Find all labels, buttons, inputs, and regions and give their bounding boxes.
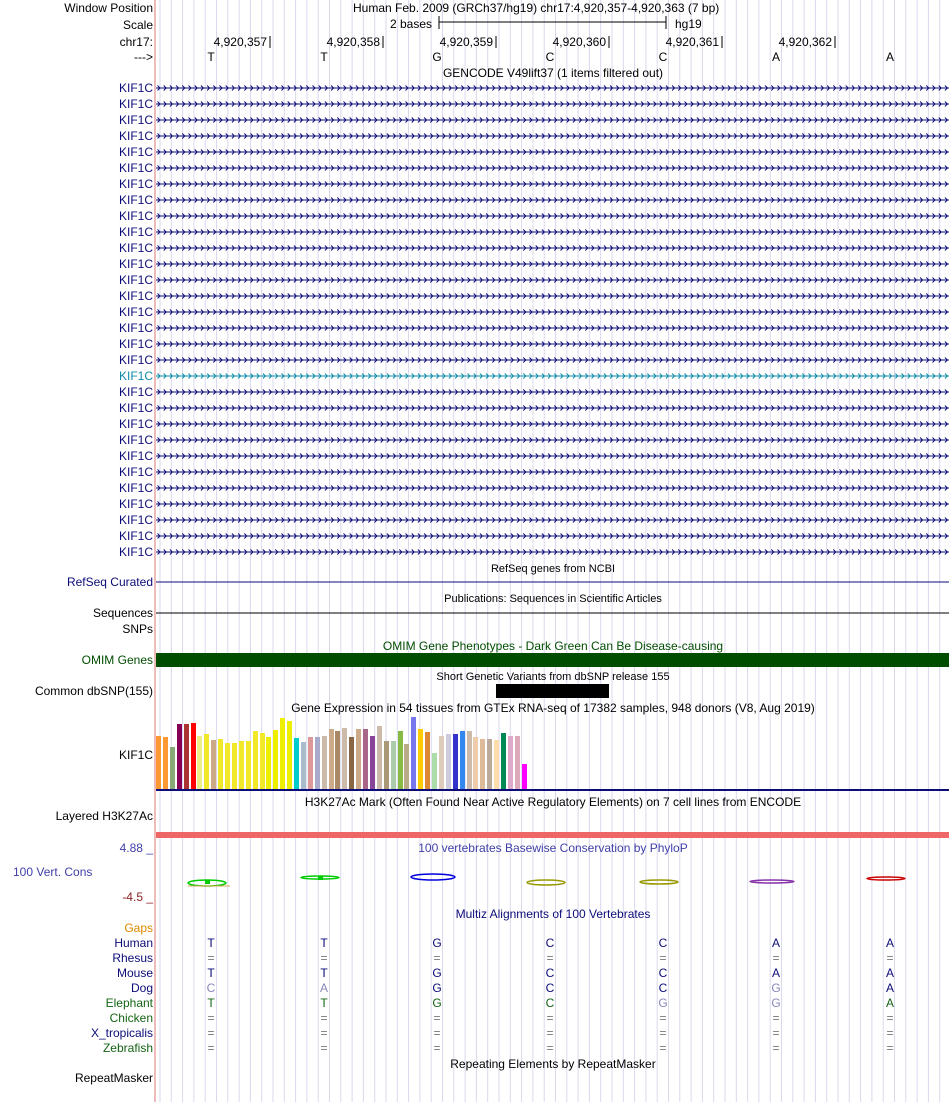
gtex-tissue-bar[interactable]: [480, 739, 485, 789]
multiz-base: T: [207, 936, 215, 950]
publications-track-label[interactable]: Sequences: [92, 606, 153, 620]
cons-logo-glyph: [411, 874, 455, 880]
multiz-base: C: [206, 981, 216, 995]
gtex-tissue-bar[interactable]: [177, 724, 182, 789]
multiz-base: A: [885, 936, 894, 950]
gencode-gene-label[interactable]: KIF1C: [118, 241, 153, 255]
multiz-base: G: [658, 996, 668, 1010]
multiz-base: =: [207, 1026, 215, 1040]
gtex-tissue-bar[interactable]: [239, 741, 244, 789]
cons-track-title[interactable]: 100 vertebrates Basewise Conservation by PhyloP: [418, 841, 688, 855]
gtex-tissue-bar[interactable]: [156, 736, 161, 789]
gtex-tissue-bar[interactable]: [301, 742, 306, 789]
multiz-base: =: [546, 951, 554, 965]
gencode-gene-label[interactable]: KIF1C: [118, 225, 153, 239]
gtex-tissue-bar[interactable]: [418, 729, 423, 789]
multiz-base: C: [545, 966, 555, 980]
gencode-gene-label[interactable]: KIF1C: [118, 529, 153, 543]
multiz-base: G: [432, 981, 442, 995]
position-tick-label: 4,920,361: [665, 35, 719, 49]
multiz-base: A: [771, 936, 780, 950]
gencode-gene-label[interactable]: KIF1C: [118, 449, 153, 463]
gtex-tissue-bar[interactable]: [363, 729, 368, 789]
gtex-tissue-bar[interactable]: [460, 731, 465, 789]
reference-base: C: [545, 50, 555, 64]
gencode-gene-label[interactable]: KIF1C: [118, 209, 153, 223]
multiz-base: A: [885, 981, 894, 995]
h3k27ac-signal: [156, 832, 949, 838]
gencode-gene-label[interactable]: KIF1C: [118, 337, 153, 351]
gtex-tissue-bar[interactable]: [342, 728, 347, 789]
gtex-tissue-bar[interactable]: [508, 736, 513, 789]
gtex-tissue-bar[interactable]: [163, 737, 168, 789]
multiz-base: =: [659, 1011, 667, 1025]
gtex-tissue-bar[interactable]: [315, 737, 320, 789]
gtex-tissue-bar[interactable]: [453, 734, 458, 789]
multiz-base: G: [771, 996, 781, 1010]
gtex-tissue-bar[interactable]: [404, 744, 409, 789]
gencode-gene-label[interactable]: KIF1C: [118, 161, 153, 175]
window-position-label: Window Position: [64, 1, 153, 15]
gencode-gene-label[interactable]: KIF1C: [118, 177, 153, 191]
multiz-base: =: [772, 1026, 780, 1040]
gencode-gene-label[interactable]: KIF1C: [118, 545, 153, 559]
multiz-base: =: [659, 1026, 667, 1040]
gencode-gene-label[interactable]: KIF1C: [118, 497, 153, 511]
multiz-base: C: [545, 981, 555, 995]
repeatmasker-track-title[interactable]: Repeating Elements by RepeatMasker: [450, 1057, 656, 1071]
multiz-base: T: [320, 936, 328, 950]
reference-base: A: [771, 50, 780, 64]
cons-logo-glyph: [750, 880, 794, 883]
multiz-base: C: [658, 981, 668, 995]
dbsnp-variant-block: [496, 684, 609, 698]
multiz-species-label[interactable]: Rhesus: [112, 951, 153, 965]
reference-base: A: [885, 50, 894, 64]
gtex-tissue-bar[interactable]: [356, 729, 361, 789]
reference-base: G: [432, 50, 442, 64]
gencode-gene-label[interactable]: KIF1C: [118, 193, 153, 207]
refseq-track-label[interactable]: RefSeq Curated: [66, 575, 153, 589]
multiz-base: =: [320, 951, 328, 965]
gtex-tissue-bar[interactable]: [273, 730, 278, 789]
multiz-base: =: [546, 1041, 554, 1055]
multiz-base: T: [207, 996, 215, 1010]
multiz-species-label[interactable]: Chicken: [109, 1011, 153, 1025]
gtex-tissue-bar[interactable]: [522, 764, 527, 789]
gtex-tissue-bar[interactable]: [246, 741, 251, 789]
scale-label: Scale: [122, 18, 153, 32]
dbsnp-track-label[interactable]: Common dbSNP(155): [34, 684, 153, 698]
gtex-tissue-bar[interactable]: [467, 731, 472, 789]
multiz-base: =: [659, 951, 667, 965]
scale-bases: 2 bases: [390, 17, 433, 31]
gtex-tissue-bar[interactable]: [197, 736, 202, 789]
multiz-base: =: [772, 1011, 780, 1025]
gtex-tissue-bar[interactable]: [494, 740, 499, 789]
gtex-tissue-bar[interactable]: [308, 737, 313, 789]
multiz-base: =: [207, 1011, 215, 1025]
gencode-gene-label[interactable]: KIF1C: [118, 401, 153, 415]
gtex-tissue-bar[interactable]: [191, 723, 196, 789]
gtex-tissue-bar[interactable]: [501, 733, 506, 789]
gencode-gene-label[interactable]: KIF1C: [118, 145, 153, 159]
gtex-tissue-bar[interactable]: [266, 737, 271, 789]
gtex-tissue-bar[interactable]: [377, 726, 382, 789]
gtex-track-title[interactable]: Gene Expression in 54 tissues from GTEx RNA-seq of 17382 samples, 948 donors (V8, Aug 2019): [291, 701, 815, 715]
repeatmasker-track-label[interactable]: RepeatMasker: [74, 1071, 153, 1085]
cons-logo-fill: [318, 876, 323, 880]
multiz-base: =: [772, 951, 780, 965]
gtex-tissue-bar[interactable]: [322, 736, 327, 789]
gencode-gene-label[interactable]: KIF1C: [118, 433, 153, 447]
refseq-track-title[interactable]: RefSeq genes from NCBI: [490, 563, 616, 575]
gencode-gene-label[interactable]: KIF1C: [118, 305, 153, 319]
multiz-base: G: [432, 996, 442, 1010]
gencode-gene-label[interactable]: KIF1C: [118, 417, 153, 431]
multiz-base: =: [886, 1041, 894, 1055]
multiz-base: =: [320, 1026, 328, 1040]
gtex-tissue-bar[interactable]: [204, 734, 209, 789]
gaps-label[interactable]: Gaps: [124, 921, 153, 935]
gencode-gene-label[interactable]: KIF1C: [118, 385, 153, 399]
gtex-tissue-bar[interactable]: [211, 740, 216, 789]
strand-label[interactable]: --->: [134, 50, 153, 64]
gencode-gene-label[interactable]: KIF1C: [118, 289, 153, 303]
publications-track-title[interactable]: Publications: Sequences in Scientific Articles: [444, 593, 662, 605]
gtex-tissue-bar[interactable]: [473, 737, 478, 789]
gtex-tissue-bar[interactable]: [398, 731, 403, 789]
multiz-base: G: [771, 981, 781, 995]
multiz-base: =: [207, 1041, 215, 1055]
gtex-tissue-bar[interactable]: [370, 736, 375, 789]
multiz-base: T: [320, 996, 328, 1010]
gencode-gene-label[interactable]: KIF1C: [118, 353, 153, 367]
omim-track-label[interactable]: OMIM Genes: [81, 653, 153, 667]
multiz-base: A: [319, 981, 328, 995]
gtex-tissue-bar[interactable]: [432, 753, 437, 789]
gtex-tissue-bar[interactable]: [439, 736, 444, 789]
gtex-tissue-bar[interactable]: [253, 731, 258, 789]
gtex-tissue-bar[interactable]: [487, 739, 492, 789]
multiz-base: C: [545, 996, 555, 1010]
gencode-gene-label[interactable]: KIF1C: [118, 113, 153, 127]
gtex-tissue-bar[interactable]: [329, 729, 334, 789]
h3k27ac-track-title[interactable]: H3K27Ac Mark (Often Found Near Active Regulatory Elements) on 7 cell lines from ENCODE: [304, 795, 802, 809]
gtex-tissue-bar[interactable]: [349, 737, 354, 789]
scale-assembly: hg19: [675, 17, 702, 31]
multiz-base: C: [545, 936, 555, 950]
multiz-track-title[interactable]: Multiz Alignments of 100 Vertebrates: [455, 907, 651, 921]
position-tick-label: 4,920,358: [326, 35, 380, 49]
multiz-base: =: [433, 1026, 441, 1040]
multiz-base: =: [433, 1041, 441, 1055]
multiz-base: G: [432, 966, 442, 980]
gtex-tissue-bar[interactable]: [446, 734, 451, 789]
gencode-gene-label[interactable]: KIF1C: [118, 369, 153, 383]
multiz-base: =: [320, 1041, 328, 1055]
cons-min-label: -4.5 _: [122, 890, 153, 904]
window-position-value: Human Feb. 2009 (GRCh37/hg19) chr17:4,920,357-4,920,363 (7 bp): [353, 1, 720, 15]
gtex-tissue-bar[interactable]: [515, 736, 520, 789]
gtex-tissue-bar[interactable]: [218, 739, 223, 789]
gtex-tissue-bar[interactable]: [184, 724, 189, 789]
gencode-gene-label[interactable]: KIF1C: [118, 257, 153, 271]
gencode-gene-label[interactable]: KIF1C: [118, 273, 153, 287]
multiz-base: T: [320, 966, 328, 980]
omim-track-title[interactable]: OMIM Gene Phenotypes - Dark Green Can Be Disease-causing: [382, 639, 724, 653]
gencode-gene-label[interactable]: KIF1C: [118, 321, 153, 335]
multiz-species-label[interactable]: Human: [114, 936, 153, 950]
dbsnp-track-title[interactable]: Short Genetic Variants from dbSNP release 155: [436, 671, 670, 683]
multiz-base: =: [886, 951, 894, 965]
omim-bar: [156, 653, 949, 667]
gtex-track-label[interactable]: KIF1C: [118, 748, 153, 762]
multiz-base: =: [772, 1041, 780, 1055]
gtex-tissue-bar[interactable]: [425, 732, 430, 789]
multiz-species-label[interactable]: Zebrafish: [102, 1041, 153, 1055]
multiz-base: =: [433, 951, 441, 965]
gencode-gene-label[interactable]: KIF1C: [118, 129, 153, 143]
position-tick-label: 4,920,357: [213, 35, 267, 49]
cons-logo-glyph: [867, 877, 905, 880]
multiz-base: A: [771, 966, 780, 980]
position-tick-label: 4,920,362: [778, 35, 832, 49]
cons-max-label: 4.88 _: [119, 841, 153, 855]
multiz-base: =: [886, 1026, 894, 1040]
gencode-gene-label[interactable]: KIF1C: [118, 465, 153, 479]
multiz-species-label[interactable]: Dog: [130, 981, 153, 995]
multiz-species-label[interactable]: Elephant: [105, 996, 153, 1010]
reference-base: T: [207, 50, 215, 64]
multiz-base: =: [207, 951, 215, 965]
multiz-species-label[interactable]: Mouse: [116, 966, 153, 980]
gencode-gene-label[interactable]: KIF1C: [118, 97, 153, 111]
reference-base: C: [658, 50, 668, 64]
multiz-base: =: [546, 1011, 554, 1025]
multiz-species-label[interactable]: X_tropicalis: [90, 1026, 153, 1040]
gtex-tissue-bar[interactable]: [225, 743, 230, 789]
gtex-tissue-bar[interactable]: [280, 718, 285, 789]
gencode-gene-label[interactable]: KIF1C: [118, 513, 153, 527]
multiz-base: =: [659, 1041, 667, 1055]
gtex-bar-chart[interactable]: [156, 717, 556, 789]
position-tick-label: 4,920,360: [552, 35, 606, 49]
gtex-tissue-bar[interactable]: [260, 733, 265, 789]
multiz-base: G: [432, 936, 442, 950]
gtex-tissue-bar[interactable]: [232, 743, 237, 789]
position-tick-label: 4,920,359: [439, 35, 493, 49]
multiz-base: =: [546, 1026, 554, 1040]
chrom-label[interactable]: chr17:: [119, 35, 153, 49]
multiz-base: A: [885, 996, 894, 1010]
multiz-base: T: [207, 966, 215, 980]
gtex-tissue-bar[interactable]: [294, 738, 299, 789]
h3k27ac-track-label[interactable]: Layered H3K27Ac: [55, 809, 153, 823]
reference-base: T: [320, 50, 328, 64]
gtex-tissue-bar[interactable]: [411, 717, 416, 789]
gtex-tissue-bar[interactable]: [287, 721, 292, 789]
cons-logo-fill: [205, 880, 210, 884]
multiz-base: =: [886, 1011, 894, 1025]
gencode-gene-label[interactable]: KIF1C: [118, 81, 153, 95]
multiz-base: =: [320, 1011, 328, 1025]
cons-track-label[interactable]: 100 Vert. Cons: [13, 865, 93, 879]
gtex-tissue-bar[interactable]: [170, 747, 175, 789]
gencode-gene-label[interactable]: KIF1C: [118, 481, 153, 495]
multiz-base: C: [658, 966, 668, 980]
gtex-tissue-bar[interactable]: [384, 741, 389, 789]
snps-track-label[interactable]: SNPs: [122, 622, 153, 636]
multiz-base: A: [885, 966, 894, 980]
multiz-base: =: [433, 1011, 441, 1025]
gtex-tissue-bar[interactable]: [391, 741, 396, 789]
gencode-track-title[interactable]: GENCODE V49lift37 (1 items filtered out): [442, 66, 664, 80]
multiz-base: C: [658, 936, 668, 950]
gtex-tissue-bar[interactable]: [335, 731, 340, 789]
